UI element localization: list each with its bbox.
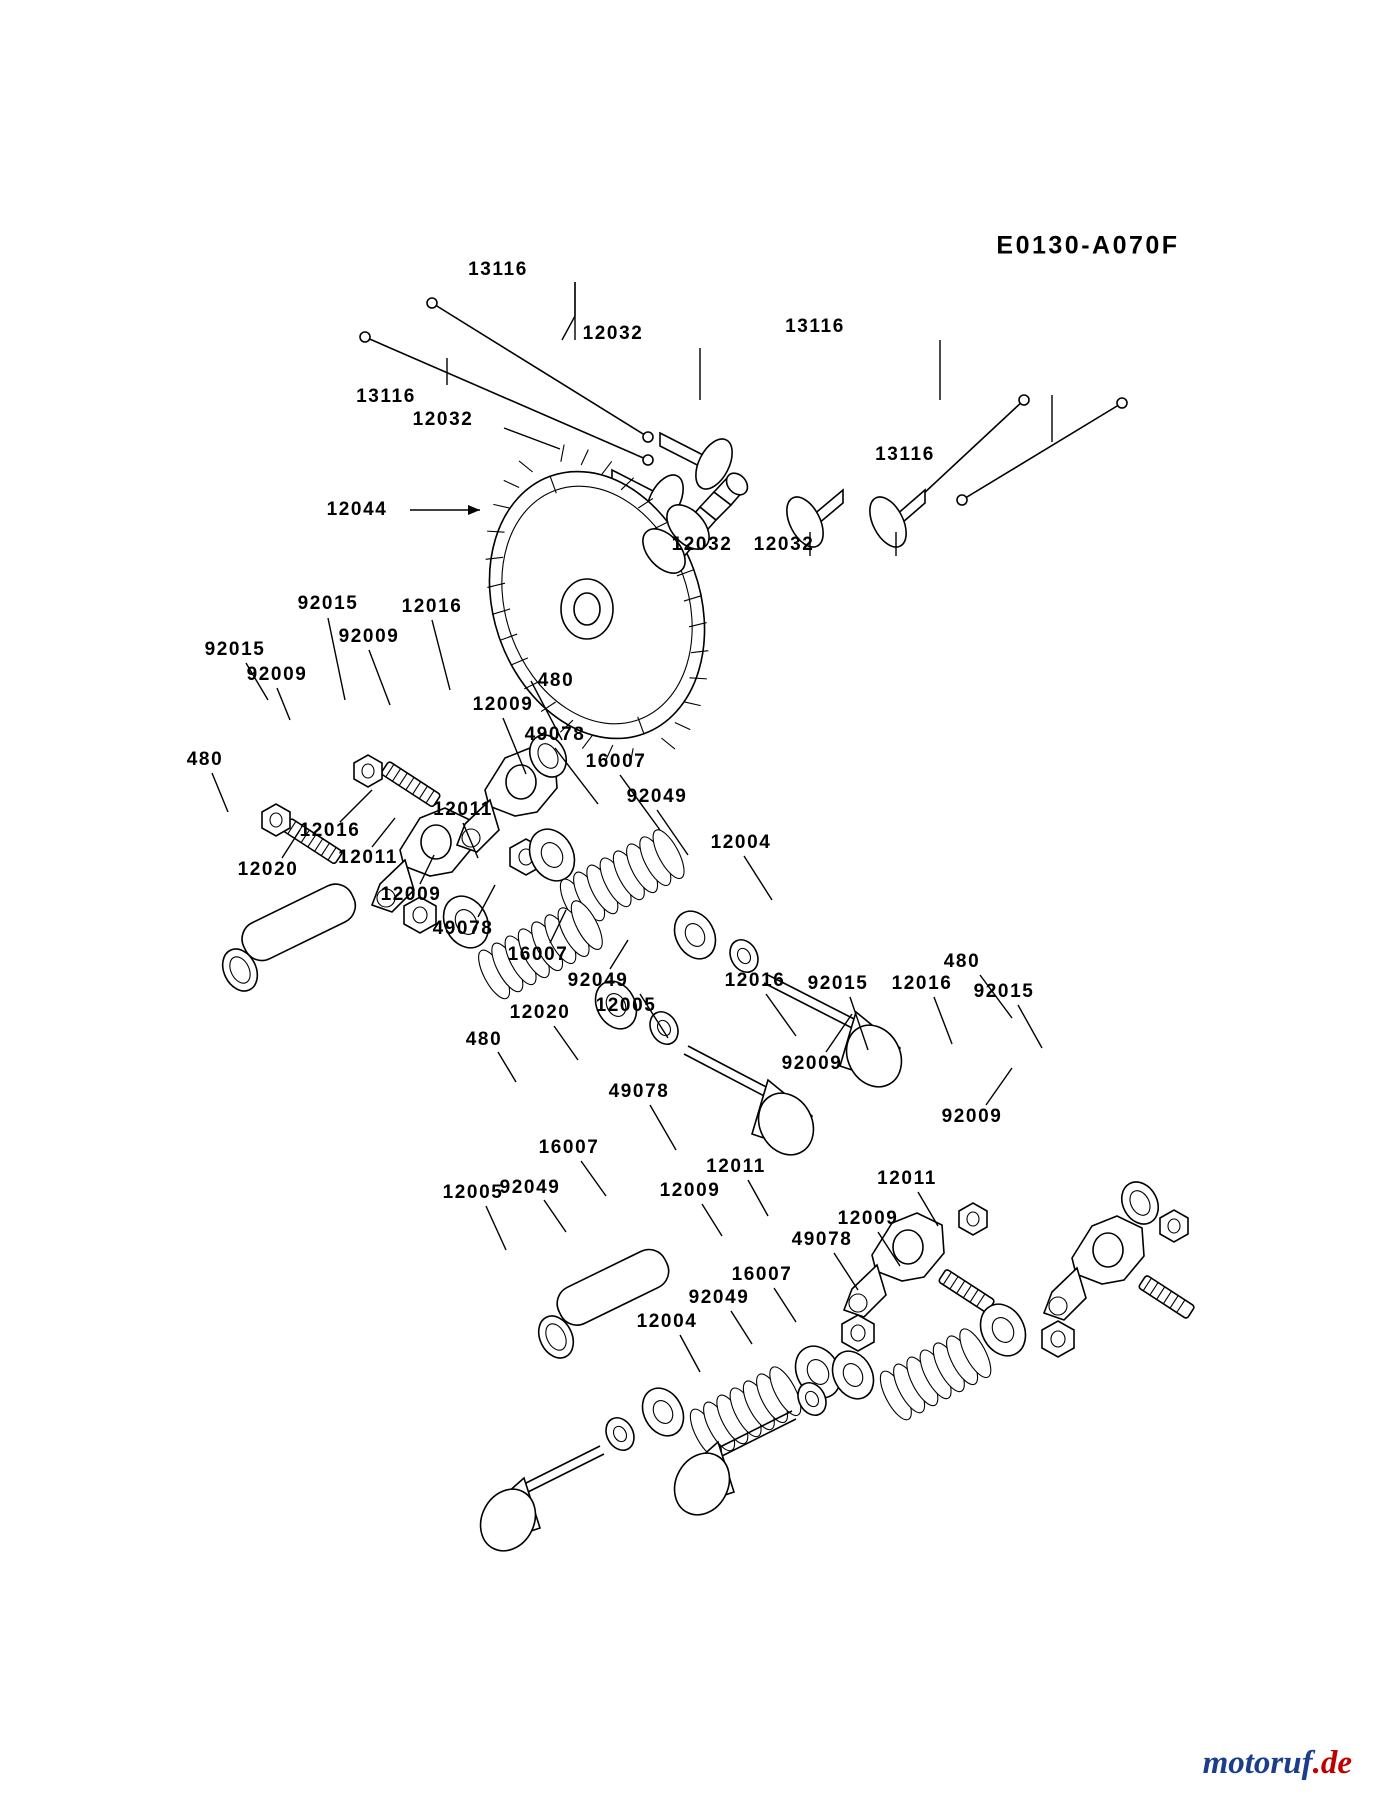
part-callout-12005: 12005 [595,995,657,1016]
watermark-suffix: .de [1312,1745,1352,1781]
part-callout-16007: 16007 [507,944,569,965]
part-callout-92015: 92015 [973,981,1035,1002]
part-callout-12020: 12020 [509,1002,571,1023]
part-callout-13116: 13116 [356,386,416,407]
part-callout-12032: 12032 [671,534,733,555]
part-callout-92049: 92049 [626,786,688,807]
part-callout-49078: 49078 [791,1229,853,1250]
part-callout-12009: 12009 [659,1180,721,1201]
part-callout-12016: 12016 [299,820,361,841]
part-callout-480: 480 [465,1029,503,1050]
part-callout-16007: 16007 [538,1137,600,1158]
part-callout-12011: 12011 [877,1168,937,1189]
nut-1 [262,804,290,836]
part-callout-480: 480 [186,749,224,770]
part-callout-13116: 13116 [785,316,845,337]
part-callout-92049: 92049 [688,1287,750,1308]
part-callout-13116: 13116 [875,444,935,465]
lower-rocker-assembly [532,1176,1195,1364]
part-callout-13116: 13116 [468,259,528,280]
part-callout-49078: 49078 [432,918,494,939]
part-callout-12011: 12011 [706,1156,766,1177]
part-callout-12016: 12016 [724,970,786,991]
part-callout-12044: 12044 [326,499,388,520]
part-callout-12004: 12004 [636,1311,698,1332]
part-callout-12009: 12009 [837,1208,899,1229]
part-callout-49078: 49078 [608,1081,670,1102]
part-callout-12020: 12020 [237,859,299,880]
part-callout-12011: 12011 [433,799,493,820]
part-callout-92015: 92015 [297,593,359,614]
part-callout-480: 480 [943,951,981,972]
watermark-main: motoruf [1202,1745,1313,1781]
part-callout-92009: 92009 [338,626,400,647]
part-callout-12009: 12009 [472,694,534,715]
part-callout-16007: 16007 [585,751,647,772]
valve-train-set-a [521,821,912,1096]
part-callout-12016: 12016 [401,596,463,617]
part-callout-92015: 92015 [807,973,869,994]
valve-train-set-c [470,1338,849,1560]
part-callout-92009: 92009 [941,1106,1003,1127]
part-callout-12016: 12016 [891,973,953,994]
drawing-code: E0130-A070F [996,231,1180,260]
nut-2 [354,755,382,787]
part-callout-12005: 12005 [442,1182,504,1203]
part-callout-49078: 49078 [524,724,586,745]
part-callout-92009: 92009 [246,664,308,685]
part-callout-12032: 12032 [753,534,815,555]
part-callout-12032: 12032 [412,409,474,430]
watermark [1203,1745,1352,1782]
part-callout-92015: 92015 [204,639,266,660]
part-callout-12032: 12032 [582,323,644,344]
part-callout-92009: 92009 [781,1053,843,1074]
part-callout-16007: 16007 [731,1264,793,1285]
part-callout-92049: 92049 [567,970,629,991]
part-callout-480: 480 [537,670,575,691]
part-callout-12004: 12004 [710,832,772,853]
part-callout-92049: 92049 [499,1177,561,1198]
part-callout-12009: 12009 [380,884,442,905]
part-callout-12011: 12011 [338,847,398,868]
